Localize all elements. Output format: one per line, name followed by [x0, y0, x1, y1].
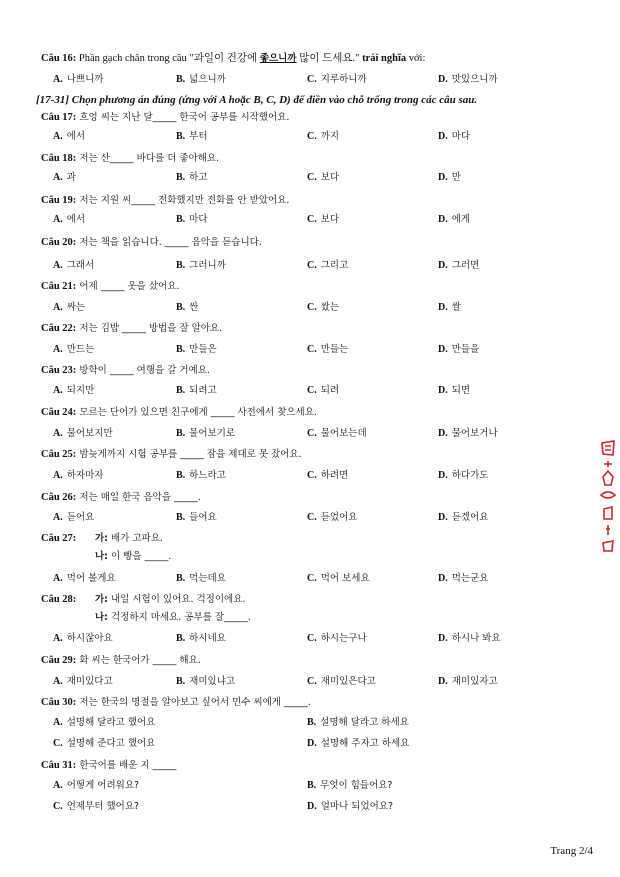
- option-a: A. 되지만: [53, 385, 95, 396]
- option-b: B. 무엇이 힘들어요?: [307, 780, 393, 791]
- option-c: C. 되려: [307, 385, 340, 396]
- option-b: B. 되려고: [176, 385, 217, 396]
- option-a: A. 에서: [53, 131, 86, 142]
- option-b: B. 부터: [176, 131, 208, 142]
- question-31: Câu 31: 한국어를 배운 지 _____: [41, 760, 177, 771]
- option-d: D. 물어보거나: [438, 428, 498, 439]
- option-a: A. 듣어요: [53, 512, 95, 523]
- question-23: Câu 23: 방학이 _____ 여행을 갈 거예요.: [41, 365, 210, 376]
- option-c: C. 보다: [307, 172, 340, 183]
- question-24: Câu 24: 모르는 단어가 있으면 친구에게 _____ 사전에서 찾으세요.: [41, 407, 317, 418]
- option-c: C. 쌌는: [307, 302, 340, 313]
- option-d: D. 만들을: [438, 344, 480, 355]
- underlined-keyword: 좋으니까: [259, 53, 297, 64]
- option-c: C. 언제부터 했어요?: [53, 801, 140, 812]
- option-c: C. 물어보는데: [307, 428, 367, 439]
- option-c: C. 재미있은다고: [307, 676, 376, 687]
- option-a: A. 싸는: [53, 302, 86, 313]
- option-b: B. 하시네요: [176, 633, 226, 644]
- option-a: A. 어떻게 어려워요?: [53, 780, 140, 791]
- question-26: Câu 26: 저는 매일 한국 음악을 _____.: [41, 492, 201, 503]
- option-c: C. 듣었어요: [307, 512, 358, 523]
- question-number: Câu 16:: [41, 53, 77, 64]
- option-c: C. 그리고: [307, 260, 349, 271]
- option-a: A. 그래서: [53, 260, 95, 271]
- option-a: A. 하시잖아요: [53, 633, 113, 644]
- option-d: D. 쌀: [438, 302, 461, 313]
- question-30: Câu 30: 저는 한국의 명절을 알아보고 싶어서 민수 씨에게 _____.: [41, 697, 311, 708]
- option-a: A. 재미있다고: [53, 676, 113, 687]
- red-seal-stamp-icon: [598, 437, 618, 557]
- option-c: C. 먹어 보세요: [307, 573, 370, 584]
- dialogue-line-1: 가: 내일 시험이 있어요. 걱정이에요.: [95, 594, 246, 605]
- question-16: [41, 52, 570, 65]
- question-27: Câu 27:: [41, 533, 77, 544]
- question-stem-tail: với:: [406, 53, 426, 64]
- option-b: B. 싼: [176, 302, 199, 313]
- option-a: A. 에서: [53, 214, 86, 225]
- question-17: Câu 17: 흐엉 씨는 지난 달_____ 한국어 공부를 시작했어요.: [41, 112, 290, 123]
- option-b: B. 하느라고: [176, 470, 226, 481]
- option-a: A. 먹어 볼게요: [53, 573, 116, 584]
- option-d: D. 설명해 주자고 하세요: [307, 738, 410, 749]
- option-d: D. 에게: [438, 214, 471, 225]
- option-d: D. 재미있자고: [438, 676, 498, 687]
- option-d: D. 하다가도: [438, 470, 489, 481]
- option-d: D. 되면: [438, 385, 471, 396]
- option-d: D. 먹는군요: [438, 573, 489, 584]
- option-a: A. 만드는: [53, 344, 95, 355]
- question-20: Câu 20: 저는 책을 읽습니다. _____ 음악을 듣습니다.: [41, 237, 262, 248]
- option-a: A. 과: [53, 172, 76, 183]
- dialogue-line-1: 가: 배가 고파요.: [95, 533, 163, 544]
- option-b: B. 물어보기로: [176, 428, 236, 439]
- option-b: B. 넓으니까: [176, 74, 226, 85]
- option-a: A. 물어보지만: [53, 428, 113, 439]
- option-b: B. 마다: [176, 214, 208, 225]
- option-a: A. 나쁘니까: [53, 74, 104, 85]
- option-c: C. 설명해 준다고 했어요: [53, 738, 156, 749]
- option-c: C. 까지: [307, 131, 340, 142]
- option-d: D. 마다: [438, 131, 471, 142]
- option-d: D. 맛있으니까: [438, 74, 498, 85]
- option-d: D. 듣겠어요: [438, 512, 489, 523]
- question-21: Câu 21: 어제 _____ 옷을 샀어요.: [41, 281, 180, 292]
- option-c: C. 하시는구나: [307, 633, 367, 644]
- section-instruction: [17-31] Chọn phương án đúng (ứng với A hoặc B, C, D) để điền vào chỗ trống trong các câu sau.: [36, 94, 478, 106]
- dialogue-line-2: 나: 걱정하지 마세요. 공부를 잘_____.: [95, 612, 251, 623]
- option-a: A. 하자마자: [53, 470, 104, 481]
- option-c: C. 보다: [307, 214, 340, 225]
- option-b: B. 그러니까: [176, 260, 226, 271]
- option-d: D. 하시나 봐요: [438, 633, 501, 644]
- question-28: Câu 28:: [41, 594, 77, 605]
- option-c: C. 하려면: [307, 470, 349, 481]
- option-d: D. 얼마나 되었어요?: [307, 801, 394, 812]
- antonym-keyword: trái nghĩa: [362, 53, 407, 64]
- option-d: D. 그러면: [438, 260, 480, 271]
- question-stem-post: 많이 드세요.": [296, 53, 363, 64]
- option-b: B. 만들은: [176, 344, 217, 355]
- question-18: Câu 18: 저는 산_____ 바다를 더 좋아해요.: [41, 153, 220, 164]
- option-b: B. 설명해 달라고 하세요: [307, 717, 409, 728]
- option-d: D. 만: [438, 172, 461, 183]
- option-b: B. 먹는데요: [176, 573, 226, 584]
- option-b: B. 재미있냐고: [176, 676, 236, 687]
- option-c: C. 만들는: [307, 344, 349, 355]
- dialogue-line-2: 나: 이 빵을 _____.: [95, 551, 172, 562]
- option-b: B. 들어요: [176, 512, 217, 523]
- page-number: Trang 2/4: [550, 845, 593, 857]
- question-29: Câu 29: 화 씨는 한국어가 _____ 해요.: [41, 655, 201, 666]
- question-19: Câu 19: 저는 지원 씨_____ 전화했지만 전화를 안 받았어요.: [41, 195, 290, 206]
- question-stem-pre: Phần gạch chân trong câu "과일이 건강에: [76, 53, 260, 64]
- option-c: C. 지루하니까: [307, 74, 367, 85]
- question-25: Câu 25: 밤늦게까지 시험 공부를 _____ 잠을 제대로 못 잤어요.: [41, 449, 302, 460]
- option-a: A. 설명해 달라고 했어요: [53, 717, 156, 728]
- question-22: Câu 22: 저는 김밥 _____ 방법을 잘 알아요.: [41, 323, 223, 334]
- option-b: B. 하고: [176, 172, 208, 183]
